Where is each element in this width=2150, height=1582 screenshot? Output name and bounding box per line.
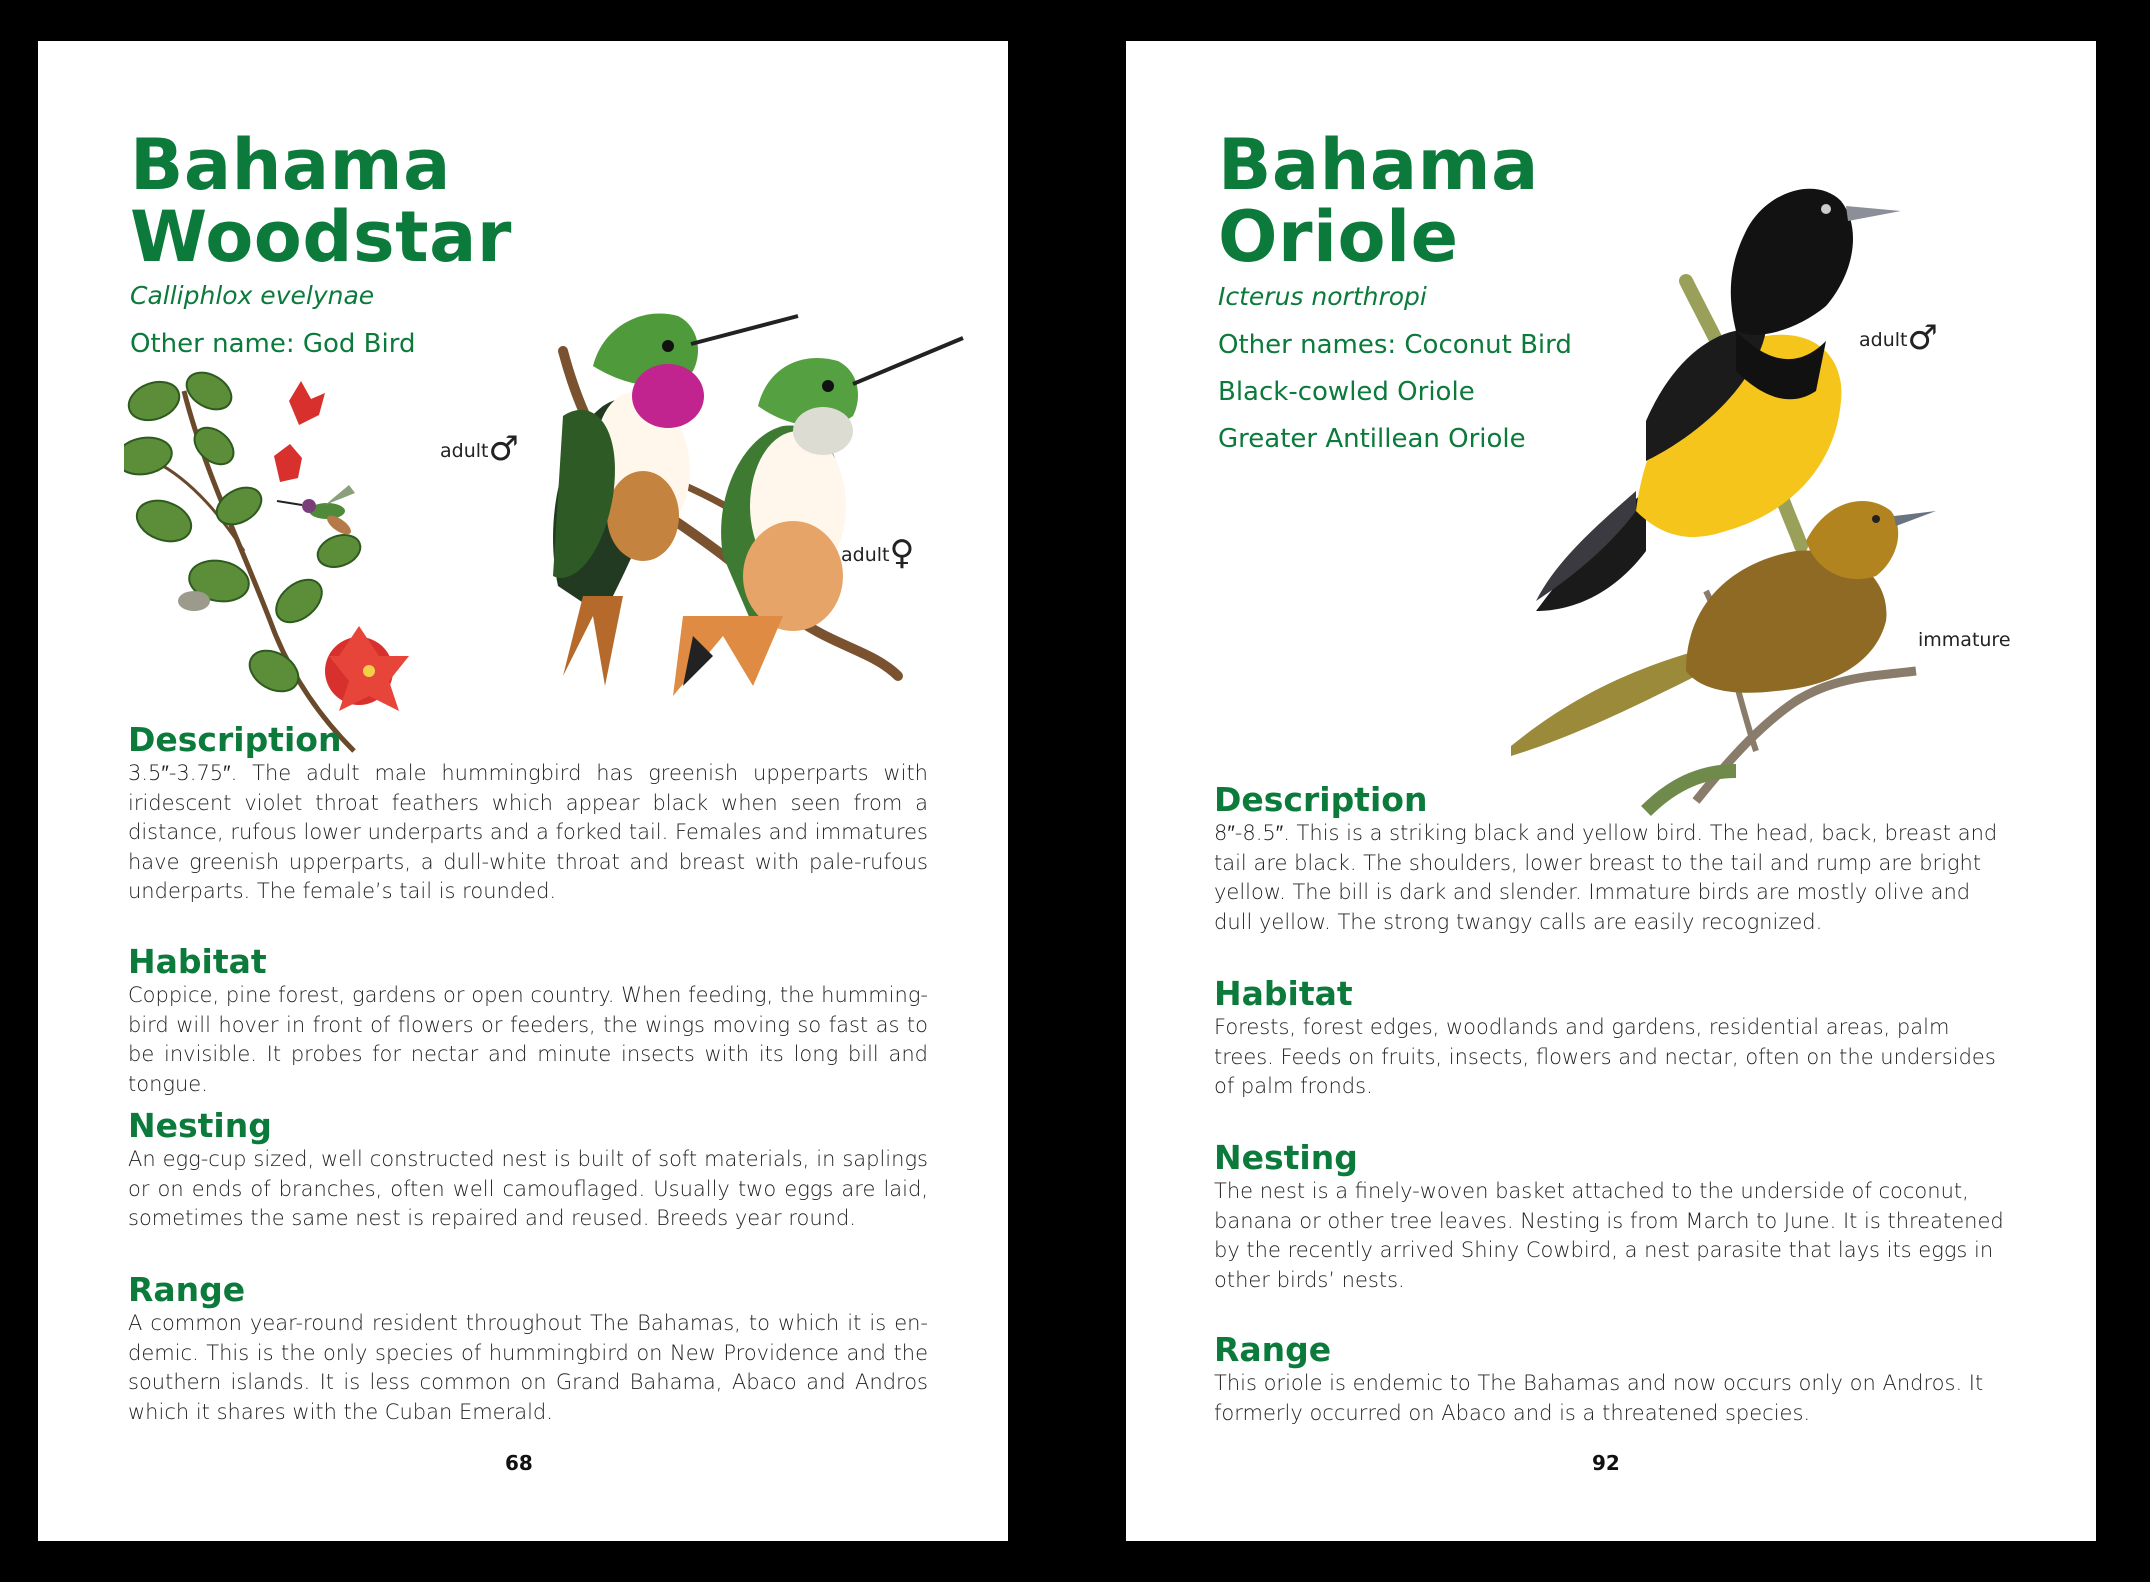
label-female: adult♀ bbox=[841, 533, 915, 573]
oriole-illustration bbox=[1496, 131, 2086, 861]
section-text: 8″-8.5″. This is a striking black and yellow bird. The head, back, breast and tail are black. The shoulders, lower breast to the tail and rump are bright yellow. The bill is dark and slender. Immature birds are mostly olive and dull yellow. The strong twangy calls are easily recognized. bbox=[1214, 821, 1998, 934]
female-symbol-icon: ♀ bbox=[889, 533, 915, 573]
hibiscus-illustration bbox=[124, 371, 424, 756]
male-symbol-icon: ♂ bbox=[1907, 318, 1938, 358]
section-text: A common year-round resident throughout The Bahamas, to which it is en-demic. This is the only species of hummingbird on New Providence and the southern islands. It is less common on Grand Bahama, Abaco and Andros which it shares with the Cuban Emerald. bbox=[128, 1311, 928, 1424]
other-names bbox=[130, 321, 415, 368]
other-name: Black-cowled Oriole bbox=[1218, 377, 1475, 407]
section-text: Coppice, pine forest, gardens or open country. When feeding, the humming-bird will hover in front of flowers or feeders, the wings moving so fast as to be invisible. It probes for nectar and minute insects with its long bill and tongue. bbox=[128, 983, 928, 1096]
section-heading: Range bbox=[1214, 1330, 1332, 1369]
section-description bbox=[1214, 781, 2014, 937]
section-description bbox=[128, 721, 928, 907]
section-range bbox=[128, 1271, 928, 1427]
title-line-2: Woodstar bbox=[130, 196, 512, 278]
male-symbol-icon: ♂ bbox=[488, 429, 519, 469]
section-text: The nest is a finely-woven basket attached to the underside of coconut, banana or other tree leaves. Nesting is from March to June. It is threatened by the recently arrived Shiny Cowbird, a nest parasite that lays its eggs in other birds’ nests. bbox=[1214, 1179, 2004, 1292]
page-number: 92 bbox=[1592, 1451, 1620, 1475]
species-title bbox=[130, 124, 512, 278]
page-woodstar bbox=[38, 41, 1008, 1541]
other-name: Other name: God Bird bbox=[130, 329, 416, 359]
section-heading: Habitat bbox=[1214, 974, 1353, 1013]
section-heading: Range bbox=[128, 1270, 246, 1309]
section-range bbox=[1214, 1331, 2014, 1428]
other-name: Greater Antillean Oriole bbox=[1218, 424, 1526, 454]
section-heading: Nesting bbox=[1214, 1138, 1358, 1177]
scientific-name: Calliphlox evelynae bbox=[130, 281, 375, 310]
scientific-name: Icterus northropi bbox=[1218, 282, 1427, 311]
section-habitat bbox=[1214, 975, 2014, 1102]
section-text: Forests, forest edges, woodlands and gardens, residential areas, palm trees. Feeds on fruits, insects, flowers and nectar, often on the undersides of palm fronds. bbox=[1214, 1015, 1996, 1098]
title-line-1: Bahama bbox=[130, 124, 451, 206]
section-nesting bbox=[1214, 1139, 2014, 1295]
section-text: This oriole is endemic to The Bahamas and now occurs only on Andros. It formerly occurred on Abaco and is a threatened species. bbox=[1214, 1371, 1984, 1425]
label-male: adult♂ bbox=[1859, 318, 1938, 358]
other-name: Other names: Coconut Bird bbox=[1218, 330, 1572, 360]
page-oriole bbox=[1126, 41, 2096, 1541]
section-heading: Nesting bbox=[128, 1106, 272, 1145]
section-text: An egg-cup sized, well constructed nest is built of soft materials, in saplings or on ends of branches, often well camouflaged. Usually two eggs are laid, sometimes the same nest is repaired and reused. Breeds year round. bbox=[128, 1147, 928, 1230]
label-immature: immature bbox=[1918, 629, 2011, 651]
title-line-2: Oriole bbox=[1218, 196, 1459, 278]
section-text: 3.5″-3.75″. The adult male hummingbird has greenish upperparts with iridescent violet throat feathers which appear black when seen from a distance, rufous lower underparts and a forked tail. Females and immatures have greenish upperparts, a dull-white throat and breast with pale-rufous underparts. The female’s tail is rounded. bbox=[128, 761, 928, 903]
section-nesting bbox=[128, 1107, 928, 1234]
section-heading: Description bbox=[1214, 780, 1428, 819]
woodstar-illustration bbox=[493, 256, 973, 701]
section-habitat bbox=[128, 943, 928, 1099]
page-number: 68 bbox=[505, 1451, 533, 1475]
species-title bbox=[1218, 124, 1539, 278]
section-heading: Habitat bbox=[128, 942, 267, 981]
title-line-1: Bahama bbox=[1218, 124, 1539, 206]
label-male: adult♂ bbox=[440, 429, 519, 469]
section-heading: Description bbox=[128, 720, 342, 759]
